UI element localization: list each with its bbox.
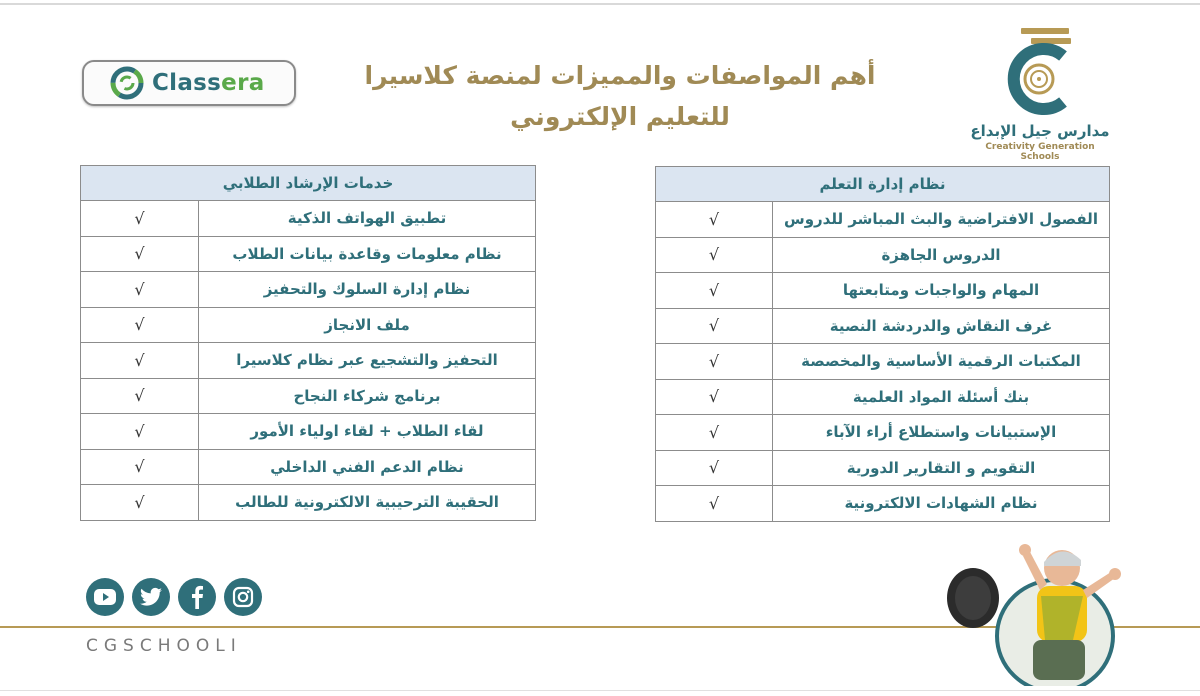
table-row: [81, 449, 536, 485]
table-row: [81, 378, 536, 414]
check-mark: √: [656, 450, 773, 486]
table-row: [656, 379, 1110, 415]
check-mark: √: [656, 273, 773, 309]
table-row: [656, 202, 1110, 238]
classera-logo: [82, 60, 296, 106]
bottom-divider: [0, 690, 1200, 691]
check-mark: √: [656, 379, 773, 415]
title-line-2: للتعليم الإلكتروني: [510, 102, 730, 131]
table-header: نظام إدارة التعلم: [656, 167, 1110, 202]
check-mark: √: [656, 486, 773, 522]
classera-mark-icon: [110, 66, 144, 100]
table-row: [81, 414, 536, 450]
social-links: [86, 578, 262, 616]
feature-name: ملف الانجاز: [199, 307, 536, 343]
check-mark: √: [81, 378, 199, 414]
title-line-1: أهم المواصفات والمميزات لمنصة كلاسيرا: [364, 61, 876, 90]
table-row: [656, 273, 1110, 309]
top-divider: [0, 3, 1200, 5]
feature-name: الفصول الافتراضية والبث المباشر للدروس: [773, 202, 1110, 238]
feature-name: نظام الدعم الفني الداخلي: [199, 449, 536, 485]
table-row: [81, 485, 536, 521]
feature-name: التقويم و التقارير الدورية: [773, 450, 1110, 486]
school-logo: [965, 26, 1115, 162]
feature-name: نظام إدارة السلوك والتحفيز: [199, 272, 536, 308]
check-mark: √: [81, 201, 199, 237]
classera-wordmark: Classera: [152, 70, 265, 96]
feature-name: تطبيق الهواتف الذكية: [199, 201, 536, 237]
feature-name: الإستبيانات واستطلاع أراء الآباء: [773, 415, 1110, 451]
table-row: [81, 343, 536, 379]
youtube-icon[interactable]: [86, 578, 124, 616]
check-mark: √: [656, 344, 773, 380]
facebook-icon[interactable]: [178, 578, 216, 616]
feature-name: التحفيز والتشجيع عبر نظام كلاسيرا: [199, 343, 536, 379]
check-mark: √: [81, 414, 199, 450]
feature-name: المكتبات الرقمية الأساسية والمخصصة: [773, 344, 1110, 380]
table-row: [656, 344, 1110, 380]
twitter-icon[interactable]: [132, 578, 170, 616]
feature-name: المهام والواجبات ومتابعتها: [773, 273, 1110, 309]
feature-name: نظام الشهادات الالكترونية: [773, 486, 1110, 522]
feature-name: برنامج شركاء النجاح: [199, 378, 536, 414]
table-row: [81, 307, 536, 343]
table-row: [656, 450, 1110, 486]
table-row: [81, 272, 536, 308]
table-row: [656, 237, 1110, 273]
student-illustration-icon: [945, 536, 1125, 686]
check-mark: √: [81, 236, 199, 272]
student-guidance-table: [80, 165, 536, 521]
table-row: [656, 308, 1110, 344]
check-mark: √: [81, 485, 199, 521]
table-row: [656, 486, 1110, 522]
table-row: [656, 415, 1110, 451]
school-name-arabic: مدارس جيل الإبداع: [970, 122, 1110, 140]
page-title: [340, 55, 900, 137]
feature-name: بنك أسئلة المواد العلمية: [773, 379, 1110, 415]
check-mark: √: [81, 307, 199, 343]
check-mark: √: [656, 202, 773, 238]
check-mark: √: [81, 272, 199, 308]
school-name-english: Creativity Generation Schools: [985, 142, 1095, 162]
check-mark: √: [656, 237, 773, 273]
social-handle: CGSCHOOLI: [86, 636, 242, 656]
instagram-icon[interactable]: [224, 578, 262, 616]
feature-name: لقاء الطلاب + لقاء اولياء الأمور: [199, 414, 536, 450]
check-mark: √: [656, 415, 773, 451]
check-mark: √: [81, 449, 199, 485]
table-row: [81, 201, 536, 237]
school-emblem-icon: [1001, 26, 1081, 118]
table-header: خدمات الإرشاد الطلابي: [81, 166, 536, 201]
feature-name: غرف النقاش والدردشة النصية: [773, 308, 1110, 344]
check-mark: √: [81, 343, 199, 379]
feature-name: نظام معلومات وقاعدة بيانات الطلاب: [199, 236, 536, 272]
lms-features-table: [655, 166, 1110, 522]
check-mark: √: [656, 308, 773, 344]
feature-name: الحقيبة الترحيبية الالكترونية للطالب: [199, 485, 536, 521]
table-row: [81, 236, 536, 272]
feature-name: الدروس الجاهزة: [773, 237, 1110, 273]
